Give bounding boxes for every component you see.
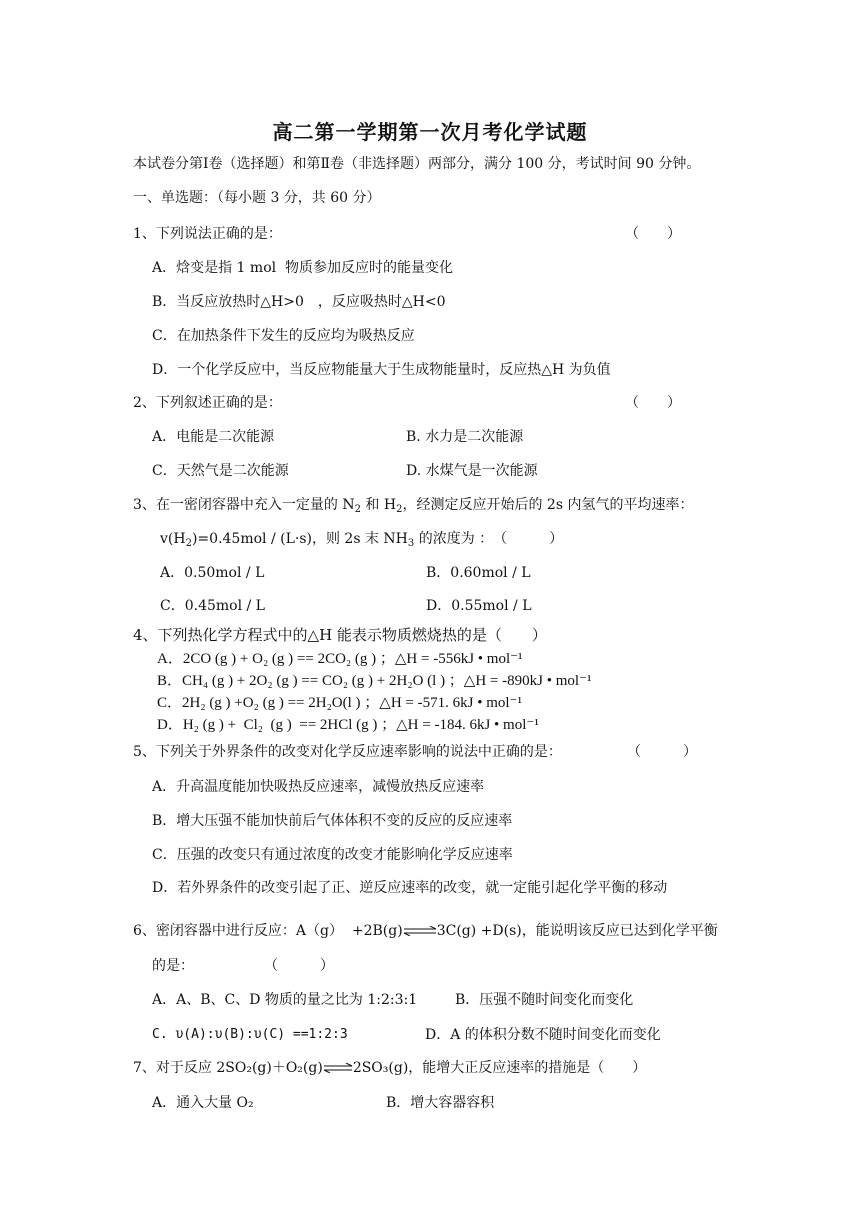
q6-option-a: A．A、B、C、D 物质的量之比为 1:2:3:1 xyxy=(152,992,418,1008)
q3-option-b: B．0.60mol / L xyxy=(426,565,531,581)
q7-stem: 7、对于反应 2SO₂(g)＋O₂(g) 2SO₃(g)，能增大正反应速率的措施是（ ） xyxy=(133,1060,647,1076)
q7-option-b: B．增大容器容积 xyxy=(386,1095,495,1111)
q1-option-a: A．焓变是指 1 mol 物质参加反应时的能量变化 xyxy=(152,260,453,276)
q2-option-c: C．天然气是二次能源 xyxy=(152,463,289,479)
q2-option-a: A．电能是二次能源 xyxy=(152,429,275,445)
q1-answer-paren: （ ） xyxy=(625,226,681,242)
q2-stem: 2、下列叙述正确的是： xyxy=(133,395,282,411)
q5-option-d: D．若外界条件的改变引起了正、逆反应速率的改变，就一定能引起化学平衡的移动 xyxy=(152,880,668,896)
equilibrium-arrow-icon xyxy=(403,926,437,936)
equilibrium-arrow-icon xyxy=(323,1063,353,1073)
q6-stem: 6、密闭容器中进行反应：A（g） +2B(g) 3C(g) +D(s)，能说明该反应已达到化学平衡 xyxy=(133,923,718,939)
q6-stem-line2: 的是： （ ） xyxy=(152,958,334,974)
q7-option-a: A．通入大量 O₂ xyxy=(152,1095,254,1111)
q6-option-b: B．压强不随时间变化而变化 xyxy=(455,992,634,1008)
q3-option-d: D．0.55mol / L xyxy=(426,598,532,614)
q3-option-a: A．0.50mol / L xyxy=(160,565,265,581)
q6-option-c: C. υ(A):υ(B):υ(C) ==1:2:3 xyxy=(152,1027,348,1042)
q1-option-c: C．在加热条件下发生的反应均为吸热反应 xyxy=(152,328,415,344)
q5-option-b: B．增大压强不能加快前后气体体积不变的反应的反应速率 xyxy=(152,813,513,829)
q4-option-b: B．CH₄ (g ) + 2O₂ (g ) == CO₂ (g ) + 2H₂O (l ) ；△H = -890kJ • mol⁻¹ xyxy=(157,673,592,689)
q3-stem-line2: $v(H_2)=0.45mol / (L\cdot s)$，则 2s 末 $NH_3$ 的浓度为 ： （ ） xyxy=(160,531,564,549)
q2-option-d: D. 水煤气是一次能源 xyxy=(406,463,538,479)
q2-option-b: B. 水力是二次能源 xyxy=(406,429,524,445)
q3-stem: 3、在一密闭容器中充入一定量的 $N_2$ 和 $H_2$，经测定反应开始后的 2s 内氢气的平均速率： xyxy=(133,497,694,515)
q4-option-a: A．2CO (g ) + O₂ (g ) == 2CO₂ (g ) ；△H = -556kJ • mol⁻¹ xyxy=(157,651,523,667)
q1-option-d: D．一个化学反应中，当反应物能量大于生成物能量时，反应热△H 为负值 xyxy=(152,362,611,378)
q5-option-a: A．升高温度能加快吸热反应速率，减慢放热反应速率 xyxy=(152,779,485,795)
q1-option-b: B．当反应放热时△H>0 ，反应吸热时△H<0 xyxy=(152,294,446,310)
exam-intro: 本试卷分第Ⅰ卷（选择题）和第Ⅱ卷（非选择题）两部分，满分 100 分，考试时间 90 分钟。 xyxy=(133,156,701,172)
q6-option-d: D．A 的体积分数不随时间变化而变化 xyxy=(425,1027,661,1043)
q5-option-c: C．压强的改变只有通过浓度的改变才能影响化学反应速率 xyxy=(152,847,513,863)
q4-stem: 4、下列热化学方程式中的△H 能表示物质燃烧热的是（ ） xyxy=(133,626,547,644)
section-heading: 一、单选题：（每小题 3 分，共 60 分） xyxy=(133,190,381,206)
q4-option-d: D．H₂ (g ) + Cl₂ (g ) == 2HCl (g ) ；△H = -184. 6kJ • mol⁻¹ xyxy=(157,717,539,733)
exam-title: 高二第一学期第一次月考化学试题 xyxy=(272,120,588,144)
q5-stem: 5、下列关于外界条件的改变对化学反应速率影响的说法中正确的是： xyxy=(133,744,562,760)
q4-option-c: C．2H₂ (g ) +O₂ (g ) == 2H₂O(l ) ；△H = -571. 6kJ • mol⁻¹ xyxy=(157,695,522,711)
q3-option-c: C．0.45mol / L xyxy=(160,598,265,614)
q5-answer-paren: （ ） xyxy=(627,744,697,760)
q1-stem: 1、下列说法正确的是： xyxy=(133,226,282,242)
q2-answer-paren: （ ） xyxy=(625,395,681,411)
